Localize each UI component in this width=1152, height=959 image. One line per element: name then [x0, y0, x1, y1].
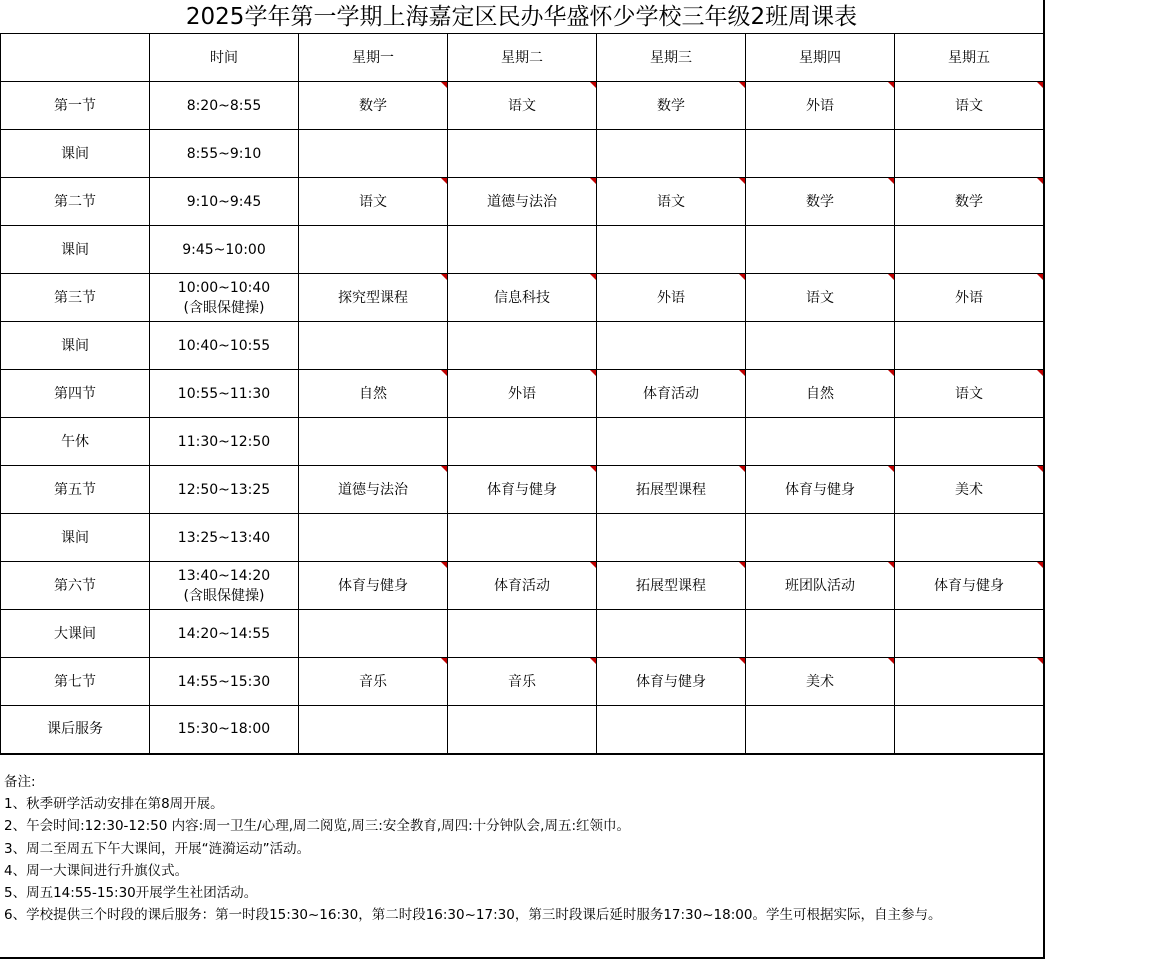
- class-cell[interactable]: [299, 466, 448, 514]
- class-cell[interactable]: [299, 130, 448, 178]
- time-text: (含眼保健操): [183, 587, 265, 604]
- note-item: 6、学校提供三个时段的课后服务：第一时段15:30~16:30，第二时段16:30~17:30，第三时段课后延时服务17:30~18:00。学生可根据实际，自主参与。: [4, 907, 942, 924]
- class-cell[interactable]: [597, 130, 746, 178]
- class-cell[interactable]: [895, 418, 1044, 466]
- comment-indicator-icon[interactable]: [590, 178, 596, 184]
- class-cell[interactable]: [448, 322, 597, 370]
- note-item: 3、周二至周五下午大课间，开展“涟漪运动”活动。: [4, 840, 311, 857]
- comment-indicator-icon[interactable]: [888, 370, 894, 376]
- time-text: 10:00~10:40: [177, 279, 271, 296]
- class-cell[interactable]: [746, 370, 895, 418]
- class-cell[interactable]: [746, 562, 895, 610]
- time-text: 13:25~13:40: [177, 529, 271, 546]
- class-cell[interactable]: [746, 274, 895, 322]
- period-cell[interactable]: 第四节: [1, 370, 150, 418]
- subject-text: 语文: [806, 289, 834, 306]
- header-day-cell[interactable]: 星期一: [299, 34, 448, 82]
- timetable-row: [1, 514, 1044, 562]
- class-cell[interactable]: [895, 82, 1044, 130]
- class-cell[interactable]: [895, 178, 1044, 226]
- subject-text: 探究型课程: [338, 289, 408, 306]
- class-cell[interactable]: [746, 226, 895, 274]
- subject-text: 语文: [955, 97, 983, 114]
- period-cell[interactable]: 午休: [1, 418, 150, 466]
- comment-indicator-icon[interactable]: [739, 658, 745, 664]
- class-cell[interactable]: [895, 130, 1044, 178]
- timetable-row: [1, 658, 1044, 706]
- comment-indicator-icon[interactable]: [590, 562, 596, 568]
- subject-text: 语文: [508, 97, 536, 114]
- class-cell[interactable]: [746, 514, 895, 562]
- comment-indicator-icon[interactable]: [590, 658, 596, 664]
- time-cell[interactable]: [150, 130, 299, 178]
- comment-indicator-icon[interactable]: [888, 178, 894, 184]
- subject-text: 数学: [806, 193, 834, 210]
- time-text: 9:10~9:45: [186, 193, 262, 210]
- subject-text: 音乐: [359, 673, 387, 690]
- class-cell[interactable]: [448, 418, 597, 466]
- period-cell[interactable]: 第二节: [1, 178, 150, 226]
- comment-indicator-icon[interactable]: [739, 274, 745, 280]
- comment-indicator-icon[interactable]: [590, 82, 596, 88]
- class-cell[interactable]: [597, 418, 746, 466]
- timetable-row: [1, 274, 1044, 322]
- subject-text: 拓展型课程: [636, 577, 706, 594]
- time-cell[interactable]: [150, 610, 299, 658]
- class-cell[interactable]: [746, 130, 895, 178]
- comment-indicator-icon[interactable]: [1037, 178, 1043, 184]
- comment-indicator-icon[interactable]: [1037, 274, 1043, 280]
- time-cell[interactable]: [150, 658, 299, 706]
- timetable-row: [1, 82, 1044, 130]
- time-cell[interactable]: [150, 226, 299, 274]
- header-corner-cell[interactable]: [1, 34, 150, 82]
- time-text: 8:55~9:10: [186, 145, 262, 162]
- class-cell[interactable]: [895, 274, 1044, 322]
- class-cell[interactable]: [448, 82, 597, 130]
- class-cell[interactable]: [746, 466, 895, 514]
- class-cell[interactable]: [597, 226, 746, 274]
- period-cell[interactable]: 课后服务: [1, 706, 150, 754]
- comment-indicator-icon[interactable]: [888, 466, 894, 472]
- class-cell[interactable]: [597, 514, 746, 562]
- subject-text: 信息科技: [494, 289, 550, 306]
- class-cell[interactable]: [448, 658, 597, 706]
- class-cell[interactable]: [895, 514, 1044, 562]
- timetable: [0, 33, 1044, 755]
- class-cell[interactable]: [895, 322, 1044, 370]
- period-cell[interactable]: 课间: [1, 322, 150, 370]
- period-cell[interactable]: 第七节: [1, 658, 150, 706]
- class-cell[interactable]: [597, 706, 746, 754]
- subject-text: 体育与健身: [785, 481, 855, 498]
- class-cell[interactable]: [448, 706, 597, 754]
- period-cell[interactable]: 第五节: [1, 466, 150, 514]
- class-cell[interactable]: [299, 514, 448, 562]
- subject-text: 美术: [806, 673, 834, 690]
- time-text: 14:55~15:30: [177, 673, 271, 690]
- class-cell[interactable]: [448, 610, 597, 658]
- class-cell[interactable]: [448, 178, 597, 226]
- header-day-cell[interactable]: 星期三: [597, 34, 746, 82]
- time-cell[interactable]: [150, 514, 299, 562]
- period-cell[interactable]: 第一节: [1, 82, 150, 130]
- note-item: 2、午会时间:12:30-12:50 内容:周一卫生/心理,周二阅览,周三:安全教育,周四:十分钟队会,周五:红领巾。: [4, 818, 631, 835]
- class-cell[interactable]: [299, 178, 448, 226]
- comment-indicator-icon[interactable]: [1037, 466, 1043, 472]
- class-cell[interactable]: [895, 658, 1044, 706]
- subject-text: 体育活动: [494, 577, 550, 594]
- class-cell[interactable]: [299, 610, 448, 658]
- class-cell[interactable]: [597, 370, 746, 418]
- time-text: 10:40~10:55: [177, 337, 271, 354]
- time-text: 12:50~13:25: [177, 481, 271, 498]
- class-cell[interactable]: [746, 178, 895, 226]
- time-cell[interactable]: [150, 322, 299, 370]
- time-cell[interactable]: [150, 178, 299, 226]
- subject-text: 拓展型课程: [636, 481, 706, 498]
- subject-text: 音乐: [508, 673, 536, 690]
- subject-text: 外语: [955, 289, 983, 306]
- period-cell[interactable]: 课间: [1, 514, 150, 562]
- subject-text: 语文: [359, 193, 387, 210]
- class-cell[interactable]: [448, 274, 597, 322]
- time-cell[interactable]: [150, 274, 299, 322]
- comment-indicator-icon[interactable]: [1037, 82, 1043, 88]
- subject-text: 道德与法治: [338, 481, 408, 498]
- subject-text: 语文: [955, 385, 983, 402]
- time-text: 9:45~10:00: [182, 241, 266, 258]
- class-cell[interactable]: [597, 322, 746, 370]
- class-cell[interactable]: [299, 706, 448, 754]
- timetable-row: [1, 130, 1044, 178]
- class-cell[interactable]: [895, 370, 1044, 418]
- time-cell[interactable]: [150, 562, 299, 610]
- time-text: 11:30~12:50: [177, 433, 271, 450]
- subject-text: 数学: [657, 97, 685, 114]
- class-cell[interactable]: [597, 178, 746, 226]
- class-cell[interactable]: [895, 562, 1044, 610]
- page-title: 2025学年第一学期上海嘉定区民办华盛怀少学校三年级2班周课表: [0, 0, 1043, 34]
- subject-text: 班团队活动: [785, 577, 855, 594]
- time-cell[interactable]: [150, 418, 299, 466]
- comment-indicator-icon[interactable]: [1037, 562, 1043, 568]
- timetable-row: [1, 466, 1044, 514]
- class-cell[interactable]: [299, 226, 448, 274]
- class-cell[interactable]: [597, 658, 746, 706]
- period-cell[interactable]: 第三节: [1, 274, 150, 322]
- class-cell[interactable]: [448, 370, 597, 418]
- subject-text: 美术: [955, 481, 983, 498]
- class-cell[interactable]: [895, 466, 1044, 514]
- class-cell[interactable]: [746, 418, 895, 466]
- comment-indicator-icon[interactable]: [441, 370, 447, 376]
- class-cell[interactable]: [597, 82, 746, 130]
- class-cell[interactable]: [299, 562, 448, 610]
- time-text: 10:55~11:30: [177, 385, 271, 402]
- class-cell[interactable]: [746, 706, 895, 754]
- class-cell[interactable]: [299, 370, 448, 418]
- comment-indicator-icon[interactable]: [590, 370, 596, 376]
- time-text: (含眼保健操): [183, 299, 265, 316]
- subject-text: 体育活动: [643, 385, 699, 402]
- note-item: 4、周一大课间进行升旗仪式。: [4, 862, 189, 879]
- period-cell[interactable]: 大课间: [1, 610, 150, 658]
- comment-indicator-icon[interactable]: [888, 562, 894, 568]
- class-cell[interactable]: [299, 274, 448, 322]
- header-row: [1, 34, 1044, 82]
- comment-indicator-icon[interactable]: [1037, 658, 1043, 664]
- comment-indicator-icon[interactable]: [739, 82, 745, 88]
- subject-text: 外语: [657, 289, 685, 306]
- timetable-row: [1, 418, 1044, 466]
- header-day-cell[interactable]: 星期四: [746, 34, 895, 82]
- comment-indicator-icon[interactable]: [441, 178, 447, 184]
- class-cell[interactable]: [597, 466, 746, 514]
- class-cell[interactable]: [895, 610, 1044, 658]
- time-text: 13:40~14:20: [177, 567, 271, 584]
- note-item: 5、周五14:55-15:30开展学生社团活动。: [4, 885, 258, 902]
- time-cell[interactable]: [150, 82, 299, 130]
- comment-indicator-icon[interactable]: [739, 370, 745, 376]
- comment-indicator-icon[interactable]: [441, 658, 447, 664]
- timetable-row: [1, 226, 1044, 274]
- time-cell[interactable]: [150, 706, 299, 754]
- class-cell[interactable]: [597, 562, 746, 610]
- subject-text: 体育与健身: [636, 673, 706, 690]
- class-cell[interactable]: [746, 322, 895, 370]
- comment-indicator-icon[interactable]: [441, 82, 447, 88]
- notes-heading: 备注:: [4, 774, 36, 790]
- subject-text: 体育与健身: [338, 577, 408, 594]
- timetable-row: [1, 178, 1044, 226]
- class-cell[interactable]: [746, 82, 895, 130]
- timetable-row: [1, 706, 1044, 754]
- class-cell[interactable]: [448, 466, 597, 514]
- subject-text: 体育与健身: [934, 577, 1004, 594]
- comment-indicator-icon[interactable]: [888, 274, 894, 280]
- comment-indicator-icon[interactable]: [888, 658, 894, 664]
- time-cell[interactable]: [150, 370, 299, 418]
- period-cell[interactable]: 课间: [1, 226, 150, 274]
- class-cell[interactable]: [299, 322, 448, 370]
- comment-indicator-icon[interactable]: [739, 466, 745, 472]
- class-cell[interactable]: [448, 130, 597, 178]
- class-cell[interactable]: [746, 658, 895, 706]
- comment-indicator-icon[interactable]: [590, 274, 596, 280]
- comment-indicator-icon[interactable]: [441, 562, 447, 568]
- time-cell[interactable]: [150, 466, 299, 514]
- header-day-cell[interactable]: 星期五: [895, 34, 1044, 82]
- notes-section: [0, 768, 1040, 929]
- timetable-row: [1, 610, 1044, 658]
- comment-indicator-icon[interactable]: [739, 562, 745, 568]
- class-cell[interactable]: [895, 706, 1044, 754]
- subject-text: 数学: [955, 193, 983, 210]
- subject-text: 道德与法治: [487, 193, 557, 210]
- class-cell[interactable]: [448, 514, 597, 562]
- class-cell[interactable]: [448, 226, 597, 274]
- class-cell[interactable]: [299, 82, 448, 130]
- class-cell[interactable]: [299, 418, 448, 466]
- subject-text: 语文: [657, 193, 685, 210]
- time-text: 14:20~14:55: [177, 625, 271, 642]
- subject-text: 数学: [359, 97, 387, 114]
- timetable-row: [1, 562, 1044, 610]
- class-cell[interactable]: [299, 658, 448, 706]
- comment-indicator-icon[interactable]: [590, 466, 596, 472]
- subject-text: 外语: [508, 385, 536, 402]
- subject-text: 体育与健身: [487, 481, 557, 498]
- subject-text: 自然: [359, 385, 387, 402]
- comment-indicator-icon[interactable]: [739, 178, 745, 184]
- note-item: 1、秋季研学活动安排在第8周开展。: [4, 796, 224, 813]
- time-text: 8:20~8:55: [186, 97, 262, 114]
- comment-indicator-icon[interactable]: [441, 274, 447, 280]
- class-cell[interactable]: [597, 610, 746, 658]
- subject-text: 自然: [806, 385, 834, 402]
- class-cell[interactable]: [895, 226, 1044, 274]
- class-cell[interactable]: [448, 562, 597, 610]
- comment-indicator-icon[interactable]: [441, 466, 447, 472]
- class-cell[interactable]: [597, 274, 746, 322]
- period-cell[interactable]: 课间: [1, 130, 150, 178]
- header-day-cell[interactable]: 星期二: [448, 34, 597, 82]
- subject-text: 外语: [806, 97, 834, 114]
- period-cell[interactable]: 第六节: [1, 562, 150, 610]
- class-cell[interactable]: [746, 610, 895, 658]
- comment-indicator-icon[interactable]: [888, 82, 894, 88]
- timetable-row: [1, 322, 1044, 370]
- time-text: 15:30~18:00: [177, 721, 271, 738]
- timetable-row: [1, 370, 1044, 418]
- comment-indicator-icon[interactable]: [1037, 370, 1043, 376]
- header-time-cell[interactable]: 时间: [150, 34, 299, 82]
